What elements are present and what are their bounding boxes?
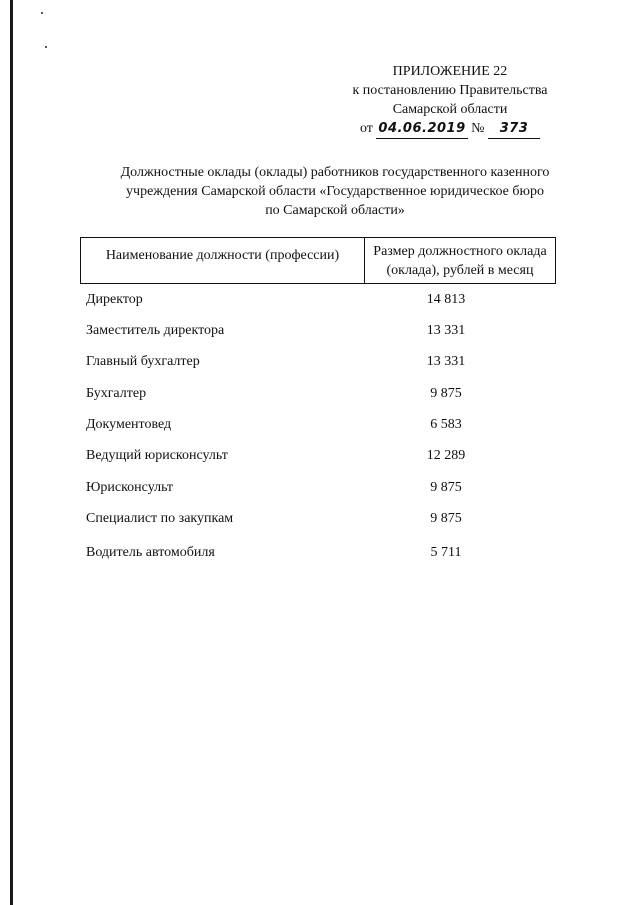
appendix-title: ПРИЛОЖЕНИЕ 22 [392, 64, 508, 79]
salary-value: 9 875 [430, 480, 462, 495]
title-line-2: учреждения Самарской области «Государственное юридическое бюро [126, 184, 544, 199]
date-prefix: от [359, 121, 373, 136]
salary-value: 6 583 [430, 417, 462, 432]
table-row [86, 415, 556, 435]
salary-value: 14 813 [426, 292, 466, 307]
scan-speck [45, 46, 47, 48]
appendix-line-1: к постановлению Правительства [352, 83, 548, 98]
header-salary: Размер должностного оклада (оклада), рублей в месяц [373, 243, 547, 278]
number-prefix: № [471, 121, 485, 136]
appendix-line-2: Самарской области [392, 102, 508, 117]
header-position: Наименование должности (профессии) [81, 238, 365, 283]
salary-value: 9 875 [430, 511, 462, 526]
salary-value: 13 331 [426, 323, 466, 338]
scan-edge [10, 0, 13, 905]
table-row [86, 321, 556, 341]
table-row [86, 509, 556, 529]
appendix-header [300, 62, 600, 139]
salary-value: 13 331 [426, 354, 466, 369]
salary-value: 5 711 [430, 545, 462, 560]
salary-value: 12 289 [426, 448, 466, 463]
table-row [86, 352, 556, 372]
position-name: Водитель автомобиля [86, 545, 215, 560]
table-header [80, 237, 556, 284]
table-row [86, 384, 556, 404]
position-name: Главный бухгалтер [86, 354, 200, 369]
table-row [86, 478, 556, 498]
handwritten-number: 373 [488, 119, 540, 139]
table-row [86, 543, 556, 563]
table-row [86, 290, 556, 310]
position-name: Юрисконсульт [86, 480, 174, 495]
document-title [70, 163, 600, 220]
position-name: Бухгалтер [86, 386, 147, 401]
handwritten-date: 04.06.2019 [376, 119, 467, 139]
position-name: Специалист по закупкам [86, 511, 234, 526]
position-name: Ведущий юрисконсульт [86, 448, 228, 463]
salary-value: 9 875 [430, 386, 462, 401]
position-name: Директор [86, 292, 143, 307]
appendix-date-line [300, 119, 600, 139]
title-line-3: по Самарской области» [265, 203, 405, 218]
position-name: Заместитель директора [86, 323, 225, 338]
scan-speck [41, 12, 43, 14]
table-row [86, 446, 556, 466]
title-line-1: Должностные оклады (оклады) работников государственного казенного [120, 165, 550, 180]
position-name: Документовед [86, 417, 172, 432]
